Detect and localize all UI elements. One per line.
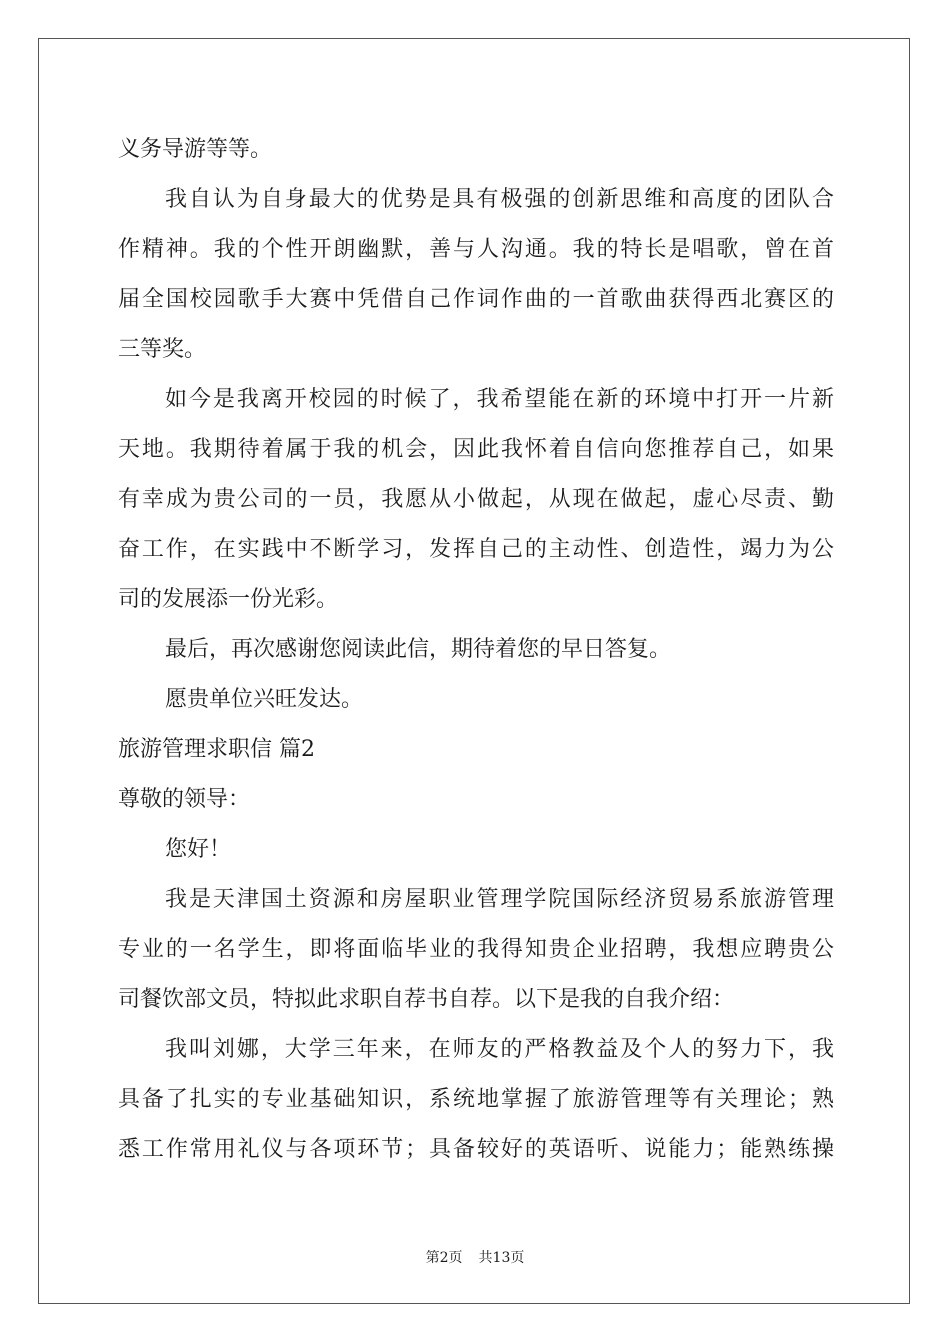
salutation: 尊敬的领导： — [118, 787, 251, 812]
text-line: 义务导游等等。 — [118, 137, 273, 162]
text-line: 天地。我期待着属于我的机会，因此我怀着自信向您推荐自己，如果 — [118, 437, 834, 462]
text-line: 司餐饮部文员，特拟此求职自荐书自荐。以下是我的自我介绍： — [118, 987, 735, 1012]
text-line: 悉工作常用礼仪与各项环节；具备较好的英语听、说能力；能熟练操 — [118, 1137, 834, 1162]
text-line: 如今是我离开校园的时候了，我希望能在新的环境中打开一片新 — [165, 387, 834, 412]
text-line: 三等奖。 — [118, 337, 207, 362]
text-line: 专业的一名学生，即将面临毕业的我得知贵企业招聘，我想应聘贵公 — [118, 937, 834, 962]
greeting: 您好！ — [165, 837, 232, 862]
section-heading: 旅游管理求职信 篇2 — [118, 737, 315, 762]
text-line: 有幸成为贵公司的一员，我愿从小做起，从现在做起，虚心尽责、勤 — [118, 487, 834, 512]
text-line: 届全国校园歌手大赛中凭借自己作词作曲的一首歌曲获得西北赛区的 — [118, 287, 834, 312]
page-total: 共13页 — [478, 1250, 525, 1266]
text-line: 我是天津国土资源和房屋职业管理学院国际经济贸易系旅游管理 — [165, 887, 834, 912]
text-line: 具备了扎实的专业基础知识，系统地掌握了旅游管理等有关理论；熟 — [118, 1087, 834, 1112]
text-line: 愿贵单位兴旺发达。 — [165, 687, 364, 712]
text-line: 我自认为自身最大的优势是具有极强的创新思维和高度的团队合 — [165, 187, 834, 212]
text-line: 最后，再次感谢您阅读此信，期待着您的早日答复。 — [165, 637, 672, 662]
page-number: 第2页 — [425, 1250, 463, 1266]
text-line: 司的发展添一份光彩。 — [118, 587, 339, 612]
text-line: 奋工作，在实践中不断学习，发挥自己的主动性、创造性，竭力为公 — [118, 537, 834, 562]
text-line: 作精神。我的个性开朗幽默，善与人沟通。我的特长是唱歌，曾在首 — [118, 237, 834, 262]
text-line: 我叫刘娜，大学三年来，在师友的严格教益及个人的努力下，我 — [165, 1037, 834, 1062]
page-footer — [0, 1248, 950, 1268]
